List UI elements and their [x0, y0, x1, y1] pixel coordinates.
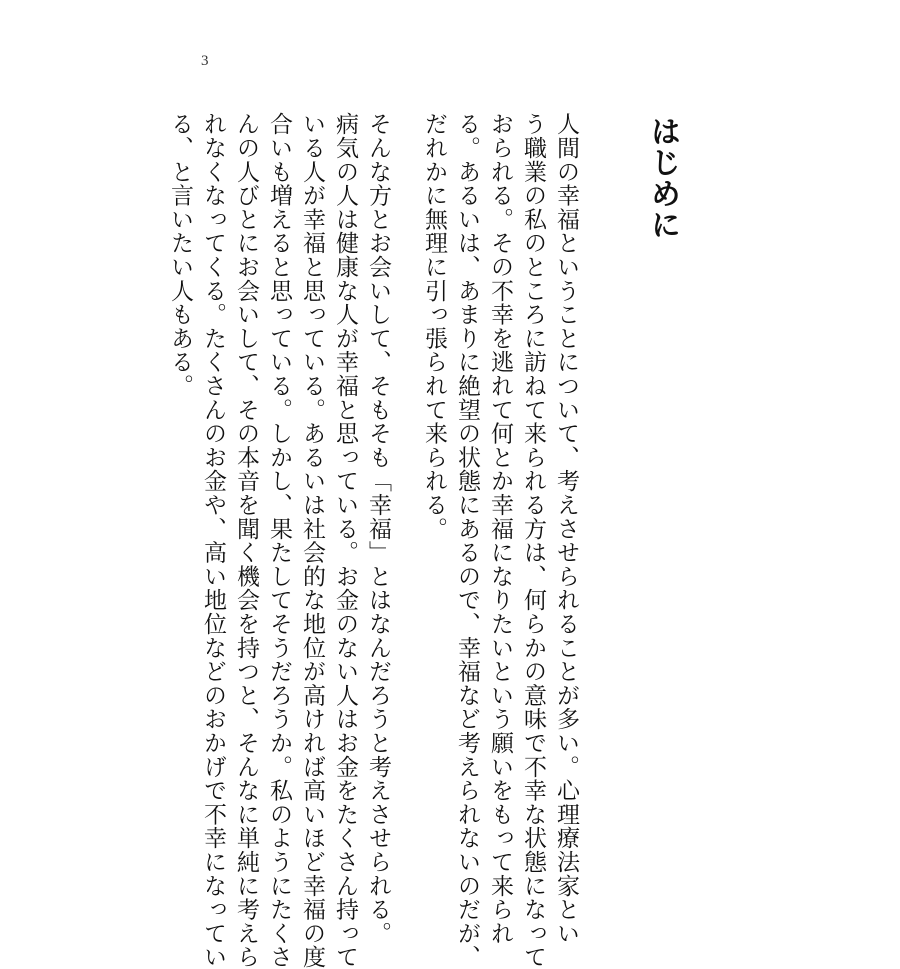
body-text — [163, 112, 582, 969]
body-line: いる人が幸福と思っている。あるいは社会的な地位が高ければ高いほど幸福の度 — [299, 112, 325, 969]
body-line: そんな方とお会いして、そもそも「幸福」とはなんだろうと考えさせられる。 — [365, 112, 391, 945]
body-line: おられる。その不幸を逃れて何とか幸福になりたいという願いをもって来られ — [487, 112, 513, 945]
body-line: 人間の幸福ということについて、考えさせられることが多い。心理療法家とい — [553, 112, 579, 945]
chapter-heading: はじめに — [645, 116, 680, 240]
body-line: 合いも増えると思っている。しかし、果たしてそうだろうか。私のようにたくさ — [266, 112, 292, 969]
body-line: んの人びとにお会いして、その本音を聞く機会を持つと、そんなに単純に考えら — [233, 112, 259, 969]
body-line: 病気の人は健康な人が幸福と思っている。お金のない人はお金をたくさん持って — [332, 112, 358, 969]
page-number: 3 — [201, 53, 209, 69]
body-line: れなくなってくる。たくさんのお金や、高い地位などのおかげで不幸になってい — [200, 112, 226, 969]
body-line: だれかに無理に引っ張られて来られる。 — [421, 112, 447, 541]
body-line: う職業の私のところに訪ねて来られる方は、何らかの意味で不幸な状態になって — [520, 112, 546, 969]
body-line: る、と言いたい人もある。 — [167, 112, 193, 398]
body-line: る。あるいは、あまりに絶望の状態にあるので、幸福など考えられないのだが、 — [454, 112, 480, 969]
